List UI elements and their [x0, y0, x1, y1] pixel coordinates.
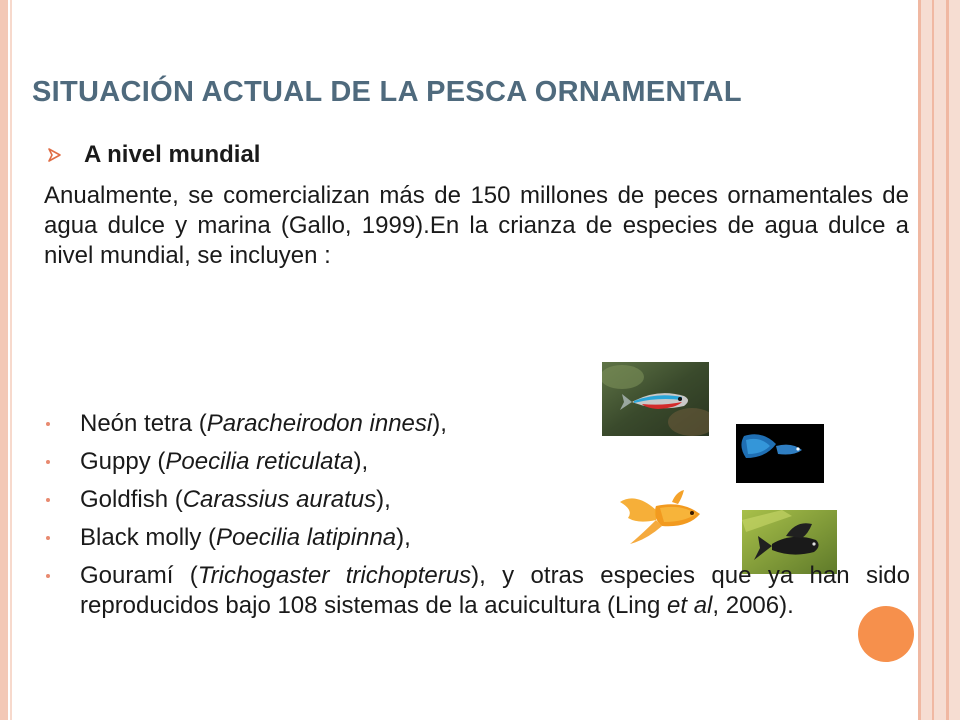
- right-border-line: [918, 0, 921, 720]
- list-item-neon-tetra: Neón tetra (Paracheirodon innesi),: [46, 409, 910, 439]
- level-heading-text: A nivel mundial: [84, 141, 261, 168]
- species-list: [46, 409, 910, 621]
- arrow-bullet-icon: [46, 146, 64, 164]
- bullet-dot-icon: [46, 574, 50, 578]
- left-border-line: [10, 0, 12, 720]
- bullet-dot-icon: [46, 422, 50, 426]
- slide-title: SITUACIÓN ACTUAL DE LA PESCA ORNAMENTAL: [32, 76, 742, 108]
- intro-paragraph: Anualmente, se comercializan más de 150 millones de peces ornamentales de agua dulce y marina (Gallo, 1999).En la crianza de especies de agua dulce a nivel mundial, se incluyen :: [44, 182, 909, 269]
- left-border: [0, 0, 8, 720]
- bullet-dot-icon: [46, 498, 50, 502]
- list-item-black-molly: Black molly (Poecilia latipinna),: [46, 523, 910, 553]
- bullet-dot-icon: [46, 460, 50, 464]
- list-item-guppy: Guppy (Poecilia reticulata),: [46, 447, 910, 477]
- right-border-band: [918, 0, 960, 720]
- right-border-line: [946, 0, 949, 720]
- bullet-dot-icon: [46, 536, 50, 540]
- level-heading: [46, 141, 260, 169]
- list-item-goldfish: Goldfish (Carassius auratus),: [46, 485, 910, 515]
- right-border-line: [932, 0, 934, 720]
- list-item-gourami: Gouramí (Trichogaster trichopterus), y otras especies que ya han sido reproducidos bajo 108 sistemas de la acuicultura (Ling et al, 2006).: [46, 561, 910, 621]
